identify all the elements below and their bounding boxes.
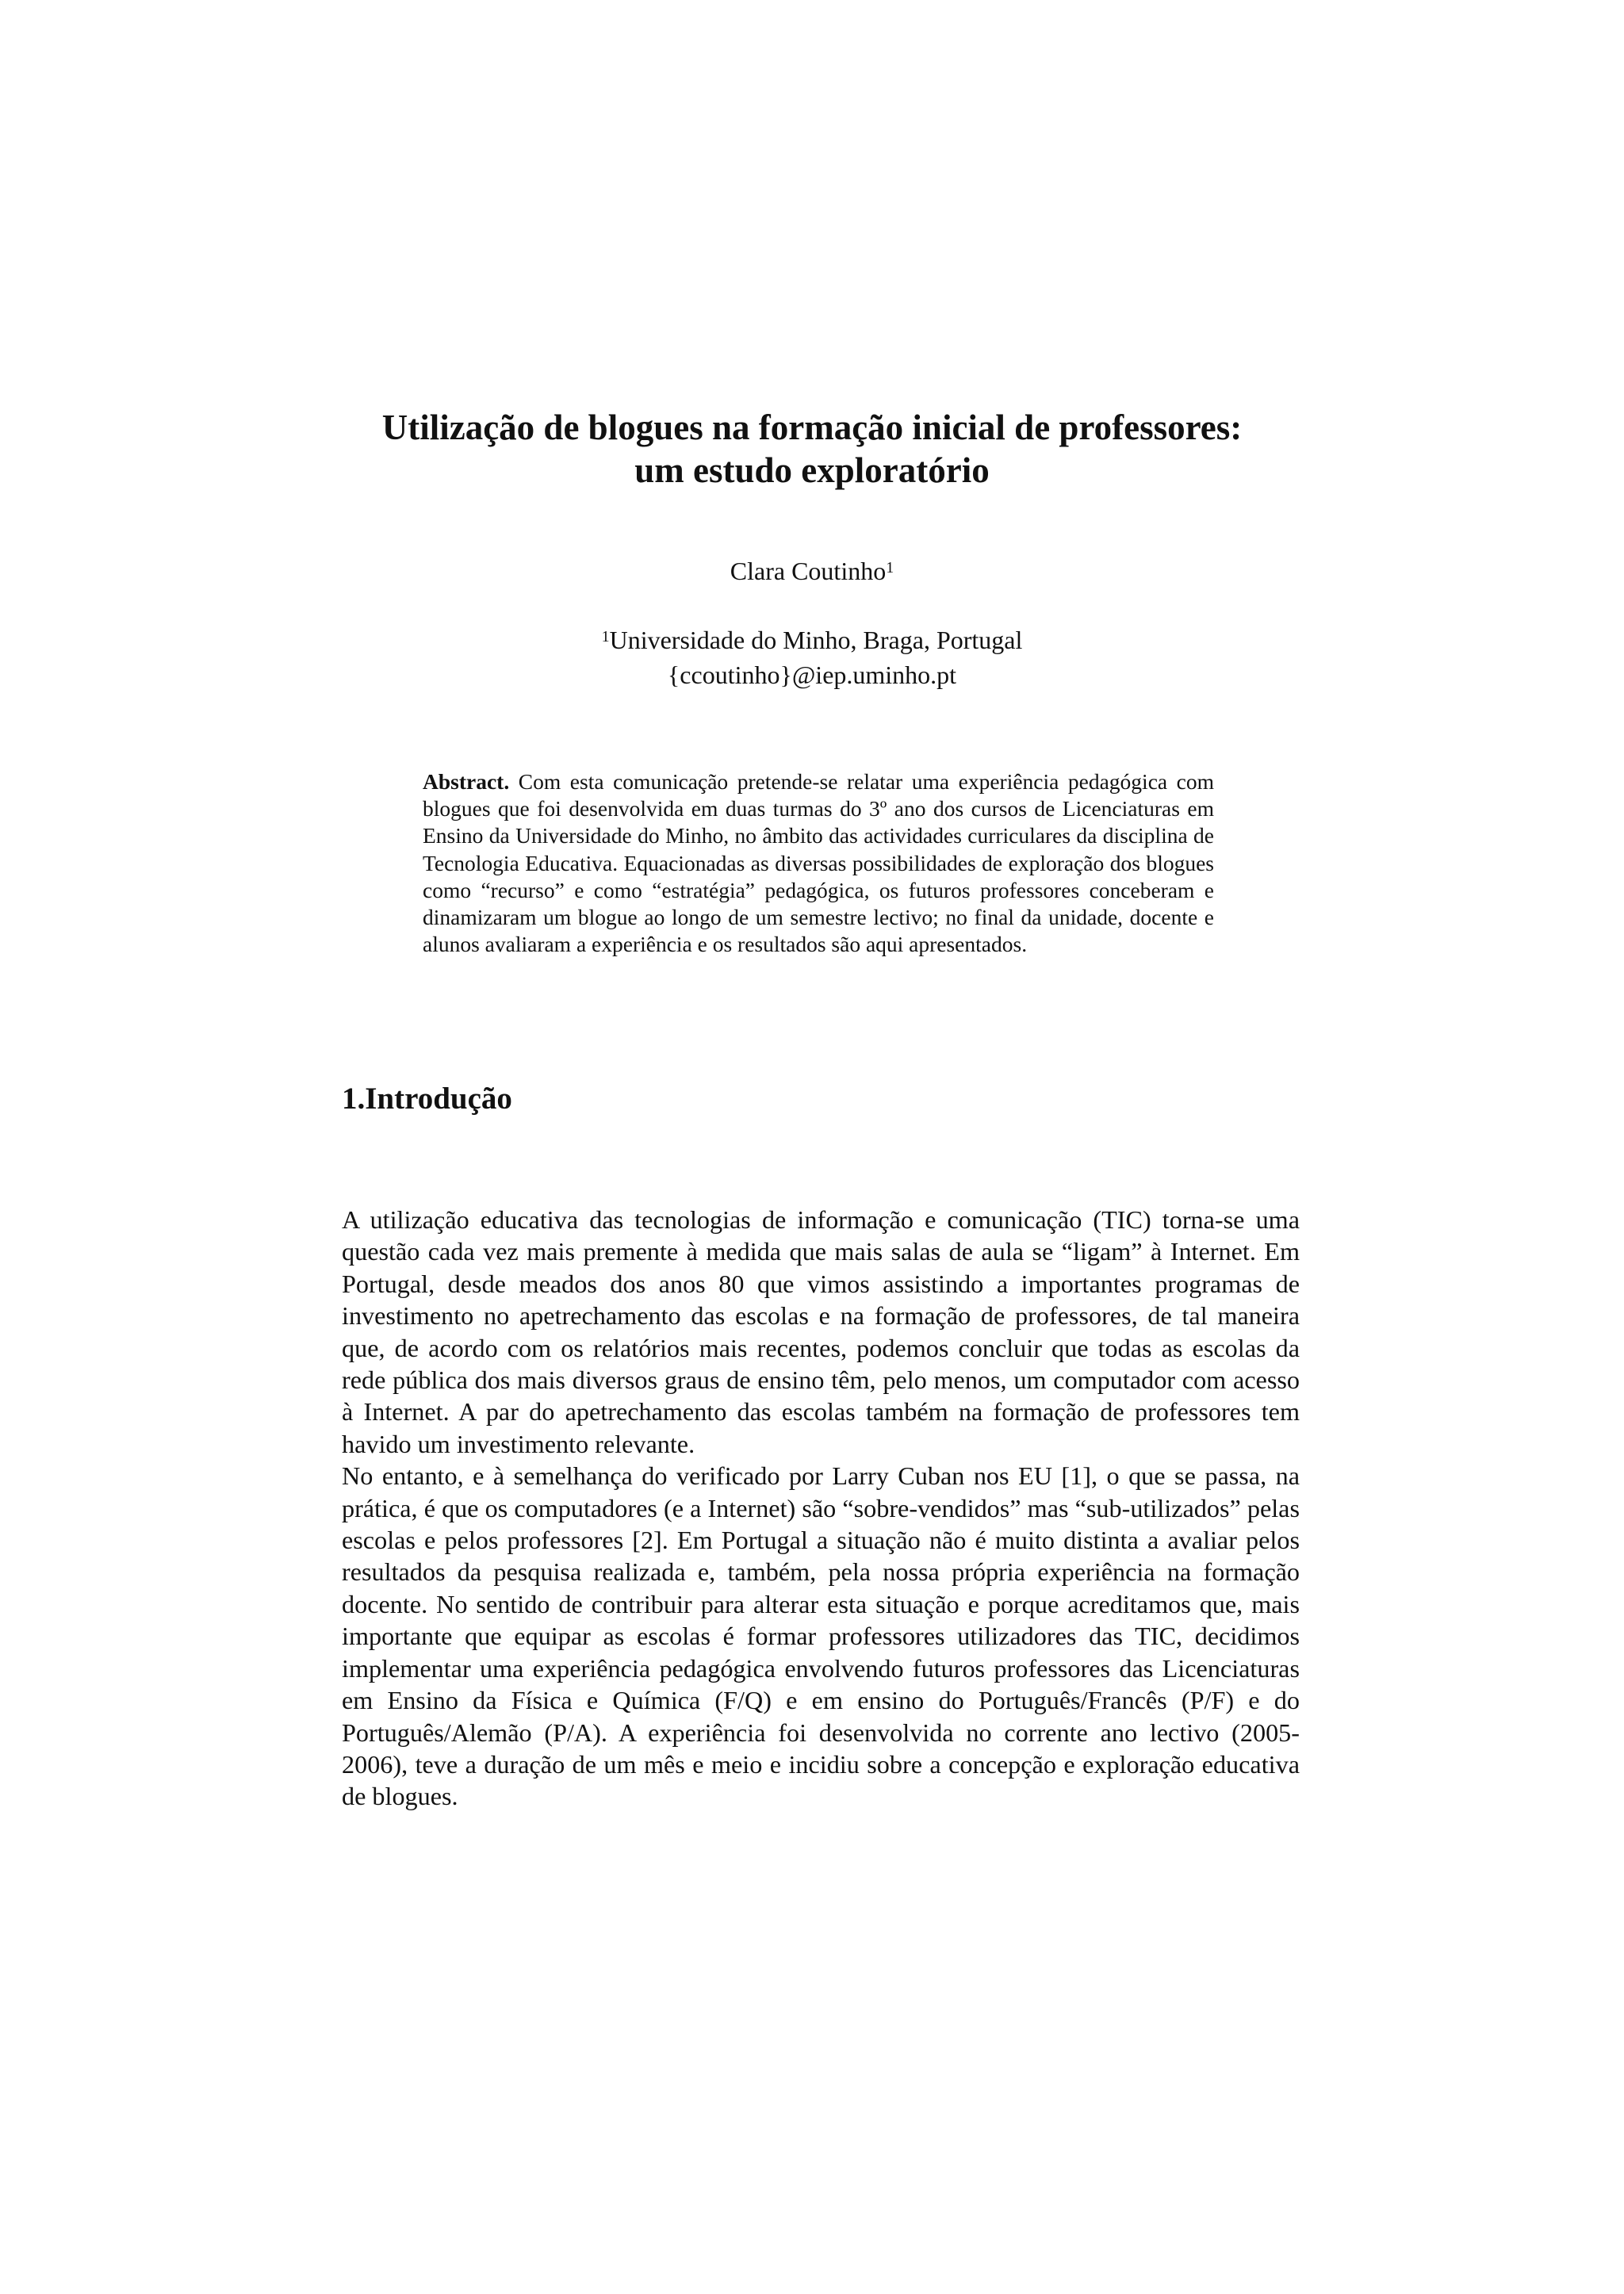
author-name: Clara Coutinho [730,557,887,585]
author-email: {ccoutinho}@iep.uminho.pt [667,661,957,689]
author-line [238,555,1386,587]
introduction-body [342,1204,1300,1813]
affiliation-block [238,622,1386,692]
author-superscript: 1 [886,559,894,576]
section-heading-introduction: 1.Introdução [342,1082,512,1116]
paper-title-line-2: um estudo exploratório [634,450,990,490]
affiliation-text: Universidade do Minho, Braga, Portugal [609,626,1023,654]
paper-title-line-1: Utilização de blogues na formação inicial de professores: [381,408,1243,447]
paper-title [238,406,1386,492]
introduction-paragraph-2: No entanto, e à semelhança do verificado por Larry Cuban nos EU [1], o que se passa, na prática, é que os computadores (e a Internet) são “sobre-vendidos” mas “sub-utilizados” pelas escolas e pelos professores [2]. Em Portugal a situação não é muito distinta a avaliar pelos resultados da pesquisa realizada e, também, pela nossa própria experiência na formação docente. No sentido de contribuir para alterar esta situação e porque acreditamos que, mais importante que equipar as escolas é formar professores utilizadores das TIC, decidimos implementar uma experiência pedagógica envolvendo futuros professores das Licenciaturas em Ensino da Física e Química (F/Q) e em ensino do Português/Francês (P/F) e do Português/Alemão (P/A). A experiência foi desenvolvida no corrente ano lectivo (2005-2006), teve a duração de um mês e meio e incidiu sobre a concepção e exploração educativa de blogues. [342,1461,1300,1811]
abstract-text: Com esta comunicação pretende-se relatar uma experiência pedagógica com blogues que foi desenvolvida em duas turmas do 3º ano dos cursos de Licenciaturas em Ensino da Universidade do Minho, no âmbito das actividades curriculares da disciplina de Tecnologia Educativa. Equacionadas as diversas possibilidades de exploração dos blogues como “recurso” e como “estratégia” pedagógica, os futuros professores conceberam e dinamizaram um blogue ao longo de um semestre lectivo; no final da unidade, docente e alunos avaliaram a experiência e os resultados são aqui apresentados. [423,769,1214,957]
abstract-label: Abstract. [423,769,510,794]
affiliation-line [238,622,1386,657]
abstract [423,768,1214,958]
affiliation-superscript: 1 [601,628,610,645]
introduction-paragraph-1: A utilização educativa das tecnologias de informação e comunicação (TIC) torna-se uma questão cada vez mais premente à medida que mais salas de aula se “ligam” à Internet. Em Portugal, desde meados dos anos 80 que vimos assistindo a importantes programas de investimento no apetrechamento das escolas e na formação de professores, de tal maneira que, de acordo com os relatórios mais recentes, podemos concluir que todas as escolas da rede pública dos mais diversos graus de ensino têm, pelo menos, um computador com acesso à Internet. A par do apetrechamento das escolas também na formação de professores tem havido um investimento relevante. [342,1205,1300,1458]
